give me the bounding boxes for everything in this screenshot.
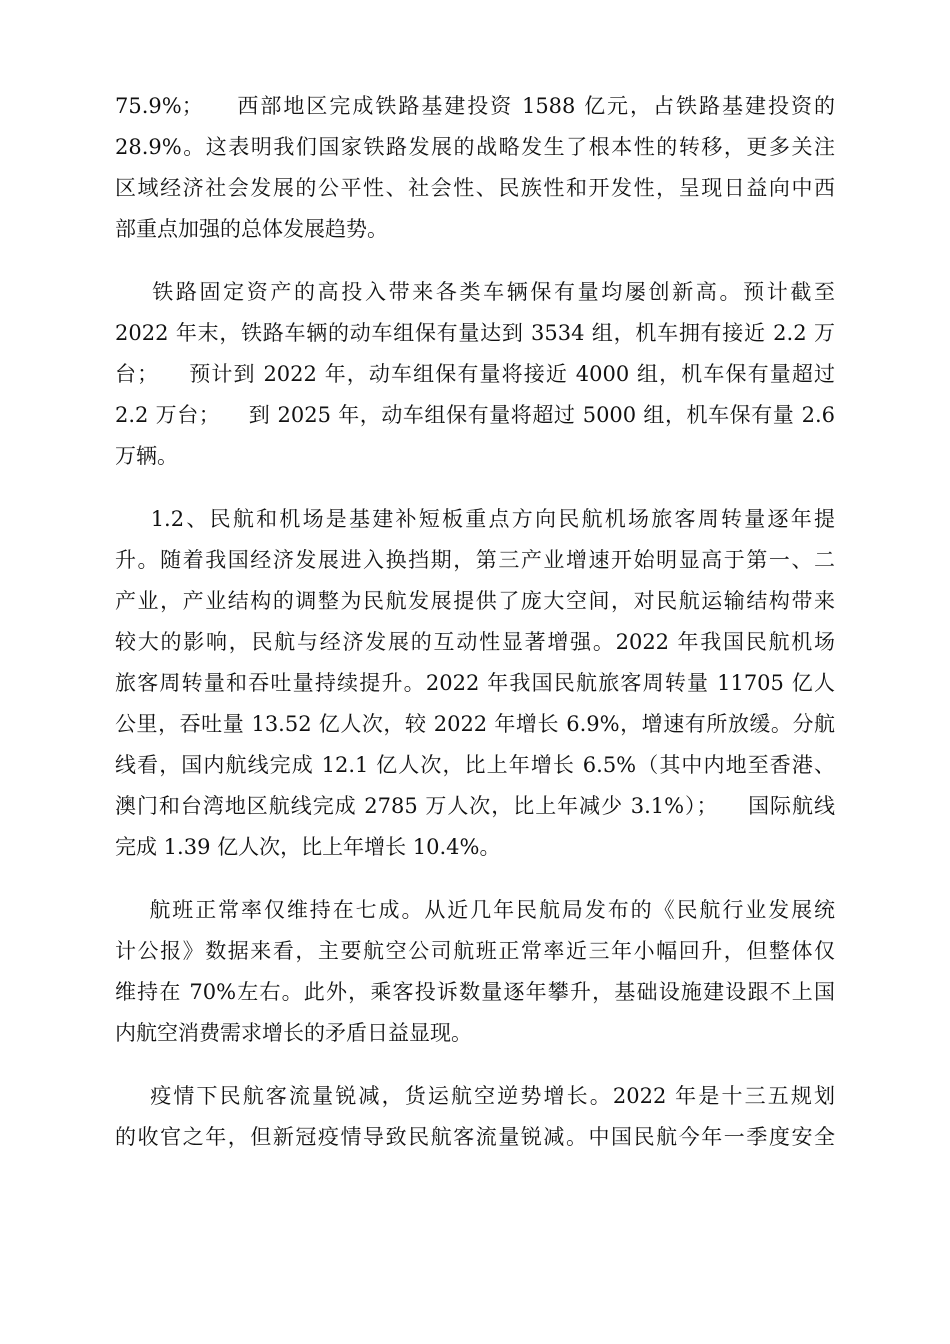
text-line: 产业，产业结构的调整为民航发展提供了庞大空间，对民航运输结构带来 [115,589,835,613]
text-line: 航班正常率仅维持在七成。从近几年民航局发布的《民航行业发展统 [115,898,835,922]
text-line: 1.2、民航和机场是基建补短板重点方向民航机场旅客周转量逐年提 [115,507,835,531]
text-line: 维持在 70%左右。此外，乘客投诉数量逐年攀升，基础设施建设跟不上国 [115,980,835,1004]
text-line: 75.9%； 西部地区完成铁路基建投资 1588 亿元，占铁路基建投资的 [115,94,835,118]
text-line: 疫情下民航客流量锐减，货运航空逆势增长。2022 年是十三五规划 [115,1084,835,1108]
text-line: 2022 年末，铁路车辆的动车组保有量达到 3534 组，机车拥有接近 2.2 万 [115,321,835,345]
text-line: 旅客周转量和吞吐量持续提升。2022 年我国民航旅客周转量 11705 亿人 [115,671,835,695]
text-line: 区域经济社会发展的公平性、社会性、民族性和开发性，呈现日益向中西 [115,176,835,200]
text-line: 线看，国内航线完成 12.1 亿人次，比上年增长 6.5%（其中内地至香港、 [115,753,835,777]
text-line: 万辆。 [115,444,178,468]
text-line: 的收官之年，但新冠疫情导致民航客流量锐减。中国民航今年一季度安全 [115,1125,835,1149]
text-line: 内航空消费需求增长的矛盾日益显现。 [115,1021,472,1045]
text-line: 部重点加强的总体发展趋势。 [115,217,388,241]
text-line: 台； 预计到 2022 年，动车组保有量将接近 4000 组，机车保有量超过 [115,362,835,386]
document-page [115,86,835,1180]
text-line: 较大的影响，民航与经济发展的互动性显著增强。2022 年我国民航机场 [115,630,835,654]
paragraph-civil-aviation [115,499,835,868]
text-line: 升。随着我国经济发展进入换挡期，第三产业增速开始明显高于第一、二 [115,548,835,572]
text-line: 澳门和台湾地区航线完成 2785 万人次，比上年减少 3.1%）； 国际航线 [115,794,835,818]
text-line: 铁路固定资产的高投入带来各类车辆保有量均屡创新高。预计截至 [115,280,835,304]
text-line: 完成 1.39 亿人次，比上年增长 10.4%。 [115,835,501,859]
paragraph-railway-vehicles [115,272,835,477]
paragraph-railway-investment [115,86,835,250]
paragraph-pandemic-impact [115,1076,835,1158]
text-line: 2.2 万台； 到 2025 年，动车组保有量将超过 5000 组，机车保有量 2.6 [115,403,835,427]
text-line: 公里，吞吐量 13.52 亿人次，较 2022 年增长 6.9%，增速有所放缓。分航 [115,712,835,736]
text-line: 计公报》数据来看，主要航空公司航班正常率近三年小幅回升，但整体仅 [115,939,835,963]
paragraph-flight-punctuality [115,890,835,1054]
text-line: 28.9%。这表明我们国家铁路发展的战略发生了根本性的转移，更多关注 [115,135,835,159]
